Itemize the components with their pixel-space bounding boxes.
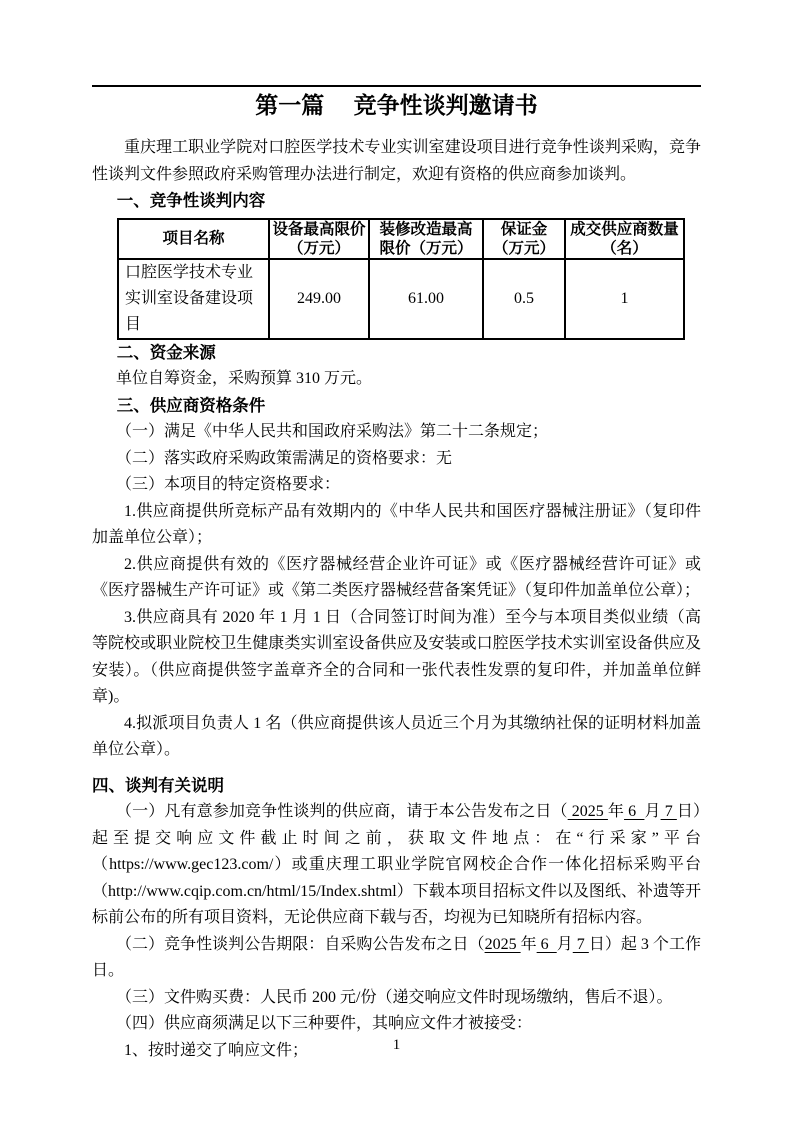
section2-heading: 二、资金来源	[116, 343, 216, 362]
col-header-project-name: 项目名称	[118, 219, 269, 259]
section4-item-4-sub-1: 1、按时递交了响应文件；	[124, 1041, 309, 1059]
s4-item2-text-rest: 日）起 3 个工作日。	[92, 935, 701, 979]
cell-deposit: 0.5	[483, 259, 565, 339]
section3-requirement-3: 3.供应商具有 2020 年 1 月 1 日（合同签订时间为准）至今与本项目类似业绩（高等院校或职业院校卫生健康类实训室设备供应及安装或口腔医学技术实训室设备供应及安装）。（供应商提供签字盖章齐全的合同和一张代表性发票的复印件，并加盖单位鲜章)。	[92, 608, 701, 705]
table-row	[118, 259, 684, 339]
section3-requirement-4: 4.拟派项目负责人 1 名（供应商提供该人员近三个月为其缴纳社保的证明材料加盖单位公章）。	[92, 714, 701, 758]
header-rule	[92, 85, 701, 87]
section3-item-3: （三）本项目的特定资格要求：	[116, 476, 341, 493]
section4-item-1	[92, 799, 701, 932]
section2-body: 单位自筹资金，采购预算 310 万元。	[116, 370, 373, 387]
cell-project-name: 口腔医学技术专业实训室设备建设项目	[118, 259, 269, 339]
s4-item1-year-blank: 2025	[567, 803, 608, 820]
table-header-row	[118, 219, 684, 259]
section1-heading: 一、竞争性谈判内容	[116, 192, 266, 210]
section4-item-2	[92, 932, 701, 985]
s4-item2-text: （二）竞争性谈判公告期限：自采购公告发布之日（	[116, 935, 485, 953]
section3-heading: 三、供应商资格条件	[116, 396, 266, 415]
cell-equipment-max-price: 249.00	[269, 259, 369, 339]
s4-item1-text: （一）凡有意参加竞争性谈判的供应商，请于本公告发布之日（	[116, 803, 568, 820]
s4-item1-day-blank: 7	[660, 803, 677, 820]
cell-renovation-max-price: 61.00	[369, 259, 483, 339]
s4-item1-month-label: 月	[644, 803, 661, 820]
section3-item-2: （二）落实政府采购政策需满足的资格要求：无	[116, 449, 453, 467]
s4-item2-year-label: 年	[520, 935, 537, 953]
s4-item2-year-blank: 2025	[484, 935, 521, 953]
intro-paragraph: 重庆理工职业学院对口腔医学技术专业实训室建设项目进行竞争性谈判采购，竞争性谈判文件参照政府采购管理办法进行制定，欢迎有资格的供应商参加谈判。	[92, 139, 701, 183]
section4-item-3: （三）文件购买费：人民币 200 元/份（递交响应文件时现场缴纳，售后不退）。	[116, 988, 673, 1006]
section4-item-4: （四）供应商须满足以下三种要件，其响应文件才被接受：	[116, 1015, 533, 1032]
s4-item1-text-rest: 日）起至提交响应文件截止时间之前，获取文件地点：在“行采家”平台（https://www.gec123.com/）或重庆理工职业学院官网校企合作一体化招标采购平台（http://www.cqip.com.cn/html/15/Index.shtml）下载本项目招标文件以及图纸、补遗等开标前公布的所有项目资料，无论供应商下载与否，均视为已知晓所有招标内容。	[92, 803, 701, 926]
col-header-renovation-max-price: 装修改造最高限价（万元）	[369, 219, 483, 259]
cell-winning-supplier-count: 1	[565, 259, 684, 339]
s4-item1-month-blank: 6	[624, 803, 645, 820]
section3-requirement-1: 1.供应商提供所竞标产品有效期内的《中华人民共和国医疗器械注册证》（复印件加盖单位公章）；	[92, 502, 701, 546]
s4-item2-day-blank: 7	[572, 935, 589, 953]
col-header-equipment-max-price: 设备最高限价（万元）	[269, 219, 369, 259]
section4-heading: 四、谈判有关说明	[92, 776, 224, 795]
section3-item-1: （一）满足《中华人民共和国政府采购法》第二十二条规定；	[116, 423, 549, 440]
s4-item2-month-label: 月	[556, 935, 573, 953]
document-title: 第一篇 竞争性谈判邀请书	[255, 92, 538, 118]
col-header-deposit: 保证金（万元）	[483, 219, 565, 259]
section3-requirement-2: 2.供应商提供有效的《医疗器械经营企业许可证》或《医疗器械经营许可证》或《医疗器械生产许可证》或《第二类医疗器械经营备案凭证》（复印件加盖单位公章）；	[92, 555, 701, 599]
s4-item1-year-label: 年	[607, 803, 625, 820]
page-number: 1	[392, 1037, 401, 1053]
col-header-winning-supplier-count: 成交供应商数量（名）	[565, 219, 684, 259]
s4-item2-month-blank: 6	[536, 935, 557, 953]
negotiation-content-table	[117, 218, 685, 340]
